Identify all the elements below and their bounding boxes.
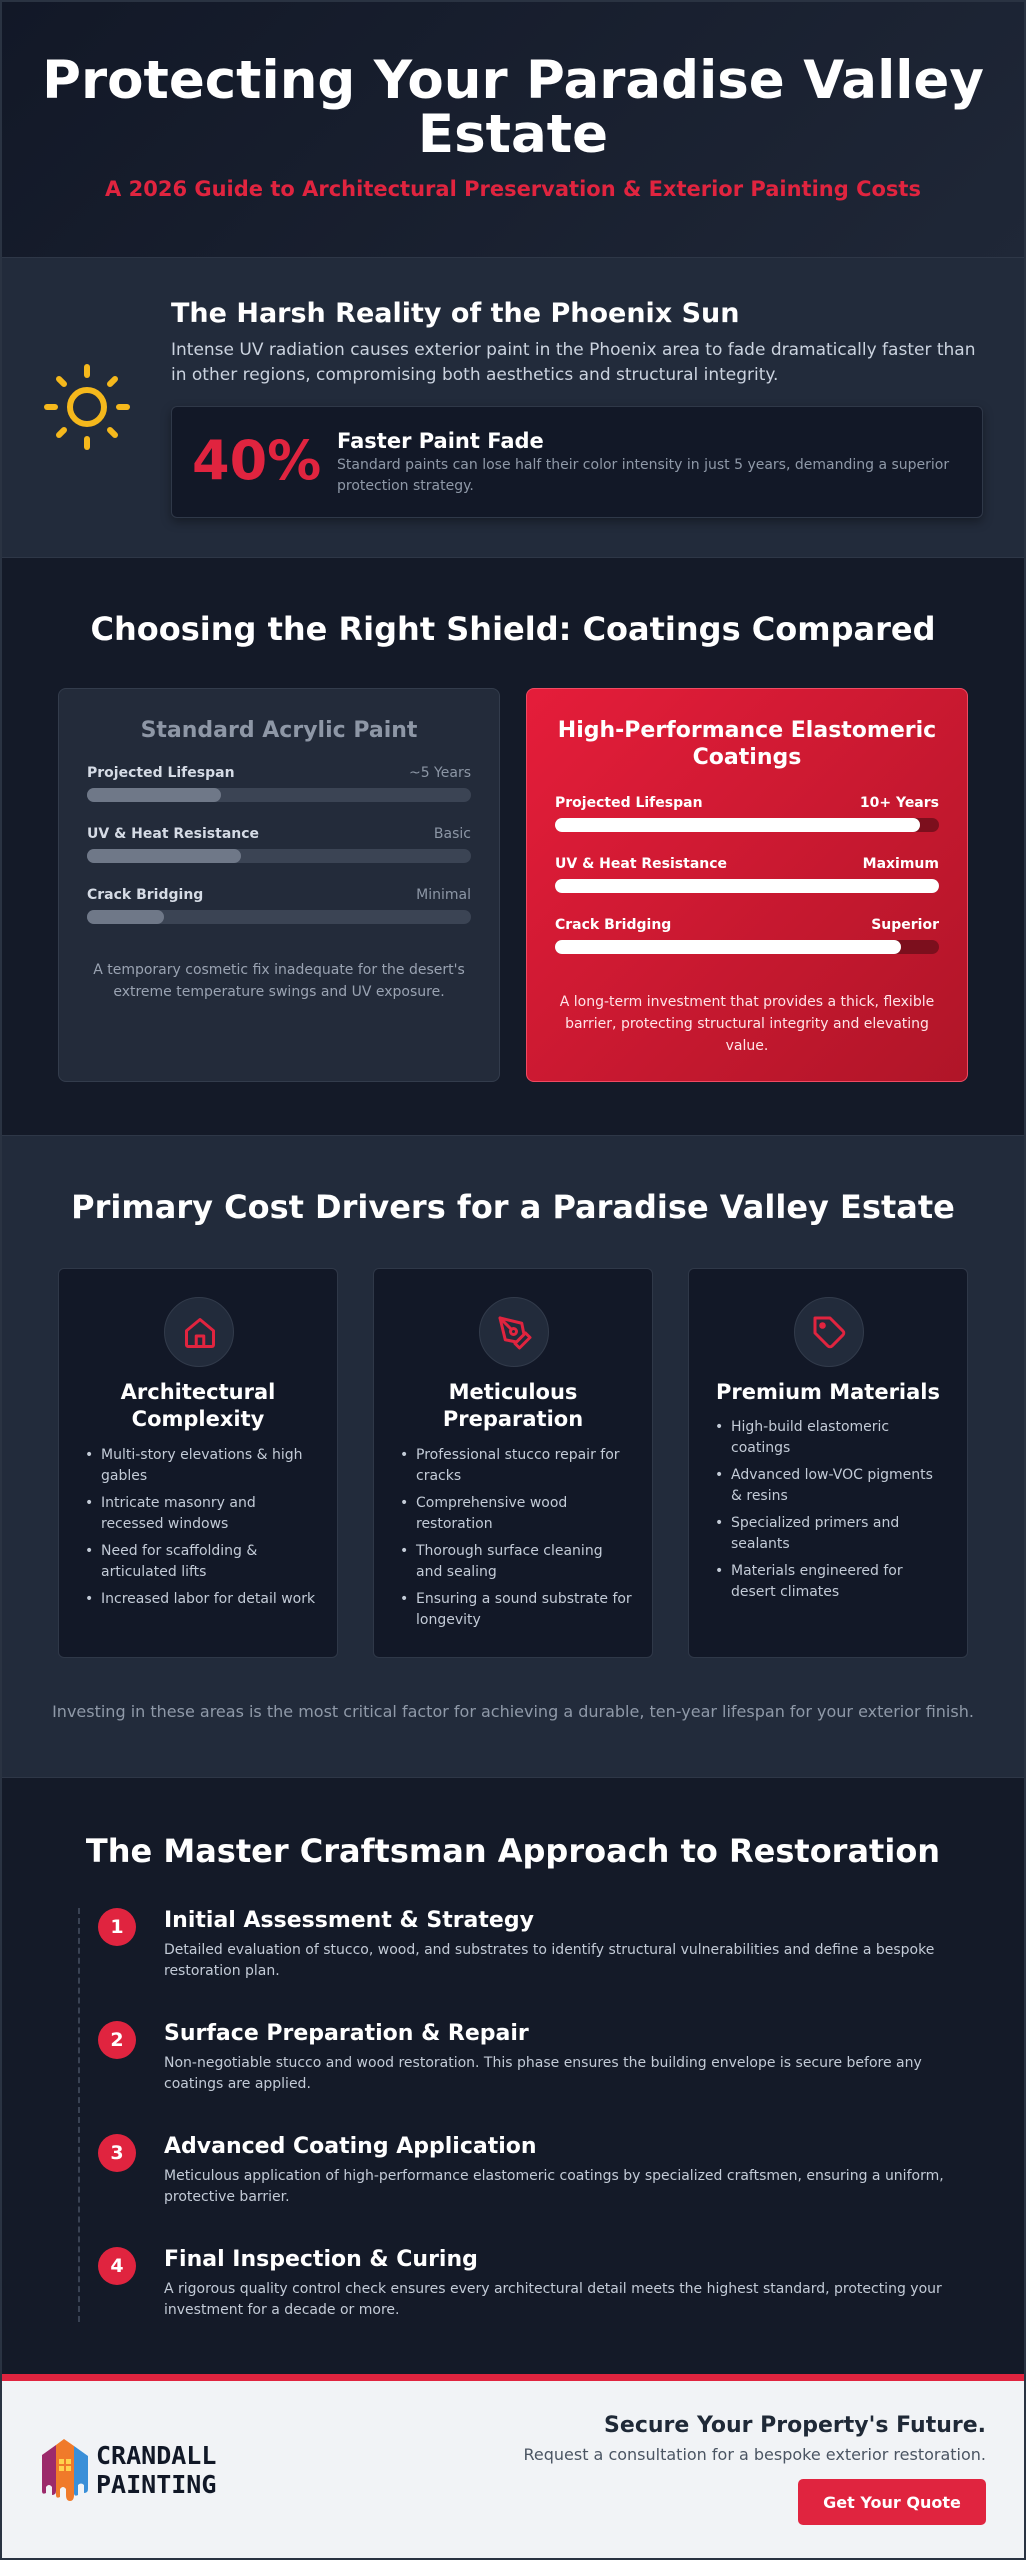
driver-list <box>85 1445 317 1616</box>
coatings-section-title: Choosing the Right Shield: Coatings Compared <box>90 610 936 648</box>
card-title: High-Performance Elastomeric Coatings <box>557 718 937 770</box>
metric-row <box>87 826 471 866</box>
step-description: Meticulous application of high-performance elastomeric coatings by specialized craftsmen, ensuring a uniform, protective barrier. <box>164 2168 944 2205</box>
stat-description: Standard paints can lose half their color intensity in just 5 years, demanding a superior protection strategy. <box>337 457 950 494</box>
metric-label: Crack Bridging <box>87 887 204 903</box>
tag-icon <box>812 1315 848 1351</box>
infographic-page <box>2 2 1024 2558</box>
metric-label: Projected Lifespan <box>555 795 703 811</box>
driver-icon-badge <box>164 1297 234 1367</box>
metric-bar-fill <box>555 879 939 893</box>
cta-title: Secure Your Property's Future. <box>604 2413 986 2438</box>
metric-row <box>555 795 939 835</box>
phoenix-sun-section <box>2 258 1024 558</box>
fade-stat-box <box>171 406 983 518</box>
step-description: Non-negotiable stucco and wood restoration. This phase ensures the building envelope is secure before any coatings are applied. <box>164 2055 922 2092</box>
house-icon <box>182 1315 218 1351</box>
step-title: Initial Assessment & Strategy <box>164 1908 534 1933</box>
metric-bar-fill <box>555 940 901 954</box>
metric-bar <box>555 818 939 832</box>
list-item: • Professional stucco repair for cracks <box>400 1445 632 1487</box>
logo-line: CRANDALL <box>96 2441 217 2470</box>
footer-accent-bar <box>2 2374 1024 2381</box>
step-number-badge: 3 <box>98 2134 136 2172</box>
list-item: • Thorough surface cleaning and sealing <box>400 1541 632 1583</box>
metric-bar-fill <box>87 910 164 924</box>
metric-bar <box>87 910 471 924</box>
hero-section <box>2 2 1024 258</box>
pen-tool-icon <box>497 1315 533 1351</box>
list-item: • Need for scaffolding & articulated lifts <box>85 1541 317 1583</box>
metric-value: Minimal <box>416 887 471 903</box>
metric-bar-fill <box>87 788 221 802</box>
card-note: A temporary cosmetic fix inadequate for the desert's extreme temperature swings and UV exposure. <box>93 962 465 1000</box>
list-item: • Intricate masonry and recessed windows <box>85 1493 317 1535</box>
metric-value: Maximum <box>862 856 939 872</box>
list-item: • Multi-story elevations & high gables <box>85 1445 317 1487</box>
step-description: A rigorous quality control check ensures every architectural detail meets the highest standard, protecting your investment for a decade or more. <box>164 2281 942 2318</box>
step-number-badge: 1 <box>98 1908 136 1946</box>
coatings-compared-section <box>2 558 1024 1136</box>
list-item: • High-build elastomeric coatings <box>715 1417 947 1459</box>
driver-icon-badge <box>479 1297 549 1367</box>
list-item: • Ensuring a sound substrate for longevity <box>400 1589 632 1631</box>
list-item: • Increased labor for detail work <box>85 1589 317 1610</box>
metric-value: 10+ Years <box>859 795 939 811</box>
elastomeric-coatings-card <box>526 688 968 1082</box>
sun-section-title: The Harsh Reality of the Phoenix Sun <box>171 298 740 329</box>
driver-icon-badge <box>794 1297 864 1367</box>
driver-list <box>715 1417 947 1609</box>
driver-title: Meticulous Preparation <box>442 1380 584 1431</box>
process-step <box>2 1908 1024 1998</box>
step-title: Advanced Coating Application <box>164 2134 537 2159</box>
metric-bar-fill <box>87 849 241 863</box>
metric-bar-fill <box>555 818 920 832</box>
metric-value: Superior <box>871 917 939 933</box>
footer <box>2 2381 1024 2558</box>
cost-driver-card <box>58 1268 338 1658</box>
list-item: • Comprehensive wood restoration <box>400 1493 632 1535</box>
metric-row <box>87 887 471 927</box>
restoration-process-section <box>2 1778 1024 2374</box>
metric-row <box>555 856 939 896</box>
drivers-footnote: Investing in these areas is the most critical factor for achieving a durable, ten-year lifespan for your exterior finish. <box>52 1702 974 1721</box>
cost-driver-card <box>373 1268 653 1658</box>
standard-acrylic-card <box>58 688 500 1082</box>
metric-row <box>555 917 939 957</box>
page-title: Protecting Your Paradise Valley Estate <box>42 50 984 165</box>
driver-list <box>400 1445 632 1637</box>
stat-value: 40% <box>192 429 322 492</box>
metric-value: Basic <box>433 826 471 842</box>
metric-label: Projected Lifespan <box>87 765 235 781</box>
card-title: Standard Acrylic Paint <box>140 718 418 743</box>
cta-description: Request a consultation for a bespoke exterior restoration. <box>523 2445 986 2464</box>
process-step <box>2 2134 1024 2224</box>
process-title: The Master Craftsman Approach to Restoration <box>85 1832 941 1870</box>
list-item: • Specialized primers and sealants <box>715 1513 947 1555</box>
metric-bar <box>555 879 939 893</box>
company-logo-text <box>96 2441 256 2499</box>
list-item: • Materials engineered for desert climates <box>715 1561 947 1603</box>
metric-label: UV & Heat Resistance <box>555 856 728 872</box>
driver-title: Architectural Complexity <box>120 1380 276 1431</box>
cost-drivers-title: Primary Cost Drivers for a Paradise Valley Estate <box>71 1188 955 1226</box>
card-note: A long-term investment that provides a thick, flexible barrier, protecting structural integrity and elevating value. <box>559 994 935 1054</box>
metric-bar <box>87 849 471 863</box>
step-description: Detailed evaluation of stucco, wood, and substrates to identify structural vulnerabilities and define a bespoke restoration plan. <box>164 1942 935 1979</box>
metric-value: ~5 Years <box>408 765 471 781</box>
process-step <box>2 2247 1024 2337</box>
cost-driver-card <box>688 1268 968 1658</box>
metric-label: UV & Heat Resistance <box>87 826 260 842</box>
process-step <box>2 2021 1024 2111</box>
metric-bar <box>555 940 939 954</box>
page-subtitle: A 2026 Guide to Architectural Preservation & Exterior Painting Costs <box>105 177 921 201</box>
metric-label: Crack Bridging <box>555 917 672 933</box>
sun-section-description: Intense UV radiation causes exterior paint in the Phoenix area to fade dramatically faster than in other regions, compromising both aesthetics and structural integrity. <box>171 340 976 385</box>
list-item: • Advanced low-VOC pigments & resins <box>715 1465 947 1507</box>
step-title: Surface Preparation & Repair <box>164 2021 529 2046</box>
driver-title: Premium Materials <box>716 1380 940 1404</box>
get-quote-button[interactable]: Get Your Quote <box>798 2479 986 2525</box>
step-title: Final Inspection & Curing <box>164 2247 478 2272</box>
sun-icon <box>42 362 132 452</box>
step-number-badge: 4 <box>98 2247 136 2285</box>
metric-row <box>87 765 471 805</box>
crandall-logo-icon <box>40 2437 90 2503</box>
stat-label: Faster Paint Fade <box>337 429 544 453</box>
metric-bar <box>87 788 471 802</box>
cost-drivers-section <box>2 1136 1024 1778</box>
step-number-badge: 2 <box>98 2021 136 2059</box>
logo-line: PAINTING <box>96 2470 217 2499</box>
